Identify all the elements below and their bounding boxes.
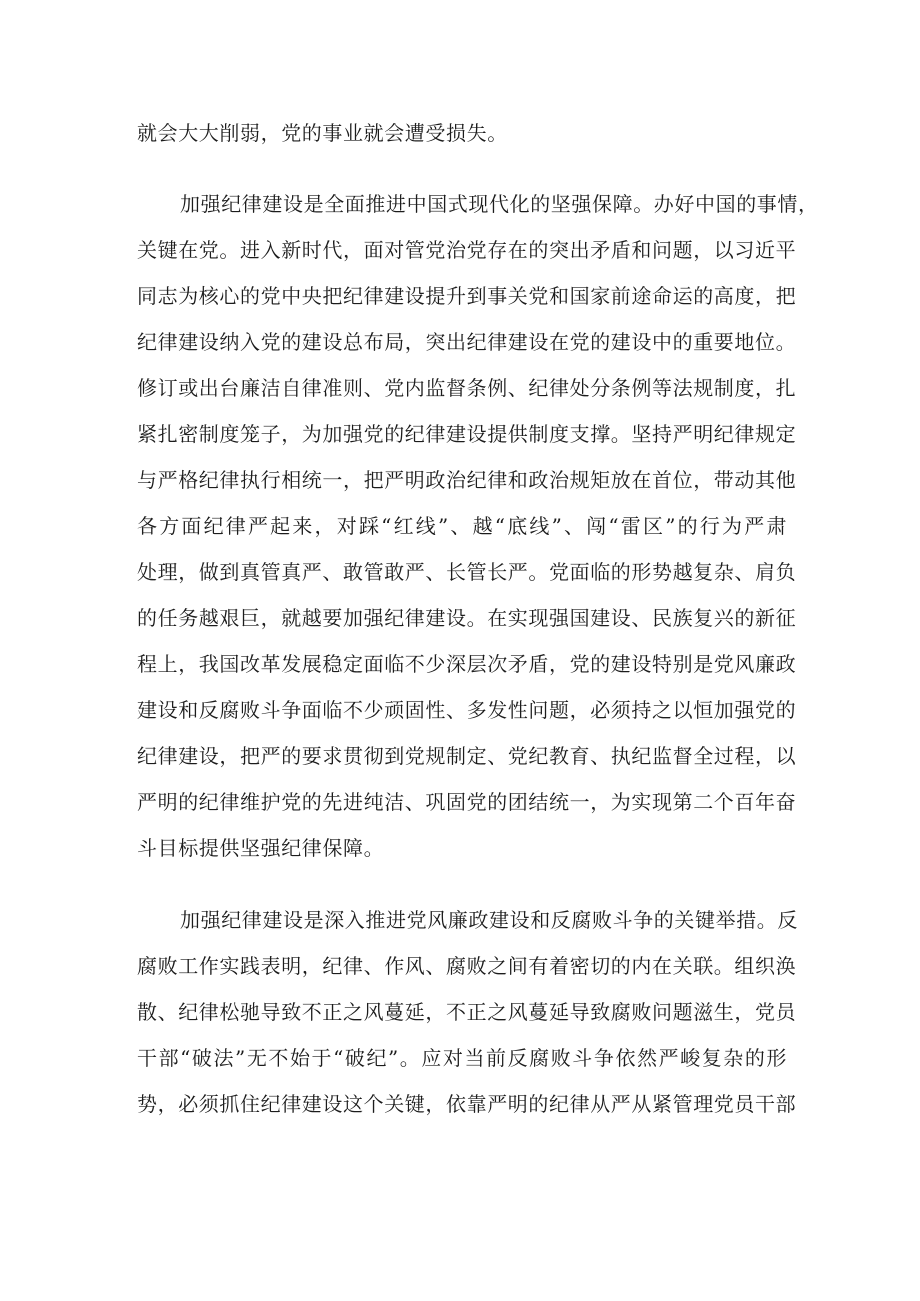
text-line: 散、纪律松驰导致不正之风蔓延，不正之风蔓延导致腐败问题滋生，党员 — [137, 1000, 797, 1024]
text-line: 斗目标提供坚强纪律保障。 — [137, 836, 385, 860]
text-line: 势，必须抓住纪律建设这个关键，依靠严明的纪律从严从紧管理党员干部 — [137, 1092, 797, 1116]
text-line: 干部“破法”无不始于“破纪”。应对当前反腐败斗争依然严峻复杂的形 — [137, 1046, 787, 1070]
text-line: 紧扎密制度笼子，为加强党的纪律建设提供制度支撑。坚持严明纪律规定 — [137, 422, 797, 446]
text-line: 程上，我国改革发展稳定面临不少深层次矛盾，党的建设特别是党风廉政 — [137, 652, 797, 676]
text-line: 的任务越艰巨，就越要加强纪律建设。在实现强国建设、民族复兴的新征 — [137, 606, 797, 630]
text-line: 纪律建设，把严的要求贯彻到党规制定、党纪教育、执纪监督全过程，以 — [137, 744, 797, 768]
text-line: 关键在党。进入新时代，面对管党治党存在的突出矛盾和问题，以习近平 — [137, 238, 797, 262]
text-line: 同志为核心的党中央把纪律建设提升到事关党和国家前途命运的高度，把 — [137, 284, 797, 308]
text-line: 就会大大削弱，党的事业就会遭受损失。 — [137, 121, 508, 145]
paragraph-first-line: 加强纪律建设是全面推进中国式现代化的坚强保障。办好中国的事情， — [180, 192, 819, 216]
text-line: 纪律建设纳入党的建设总布局，突出纪律建设在党的建设中的重要地位。 — [137, 330, 797, 354]
text-line: 处理，做到真管真严、敢管敢严、长管长严。党面临的形势越复杂、肩负 — [137, 560, 797, 584]
text-line: 与严格纪律执行相统一，把严明政治纪律和政治规矩放在首位，带动其他 — [137, 468, 797, 492]
text-line: 建设和反腐败斗争面临不少顽固性、多发性问题，必须持之以恒加强党的 — [137, 698, 797, 722]
paragraph-first-line: 加强纪律建设是深入推进党风廉政建设和反腐败斗争的关键举措。反 — [180, 908, 798, 932]
text-line: 修订或出台廉洁自律准则、党内监督条例、纪律处分条例等法规制度，扎 — [137, 376, 797, 400]
text-line: 各方面纪律严起来，对踩“红线”、越“底线”、闯“雷区”的行为严肃 — [137, 514, 787, 538]
text-line: 严明的纪律维护党的先进纯洁、巩固党的团结统一，为实现第二个百年奋 — [137, 790, 797, 814]
text-line: 腐败工作实践表明，纪律、作风、腐败之间有着密切的内在关联。组织涣 — [137, 954, 797, 978]
